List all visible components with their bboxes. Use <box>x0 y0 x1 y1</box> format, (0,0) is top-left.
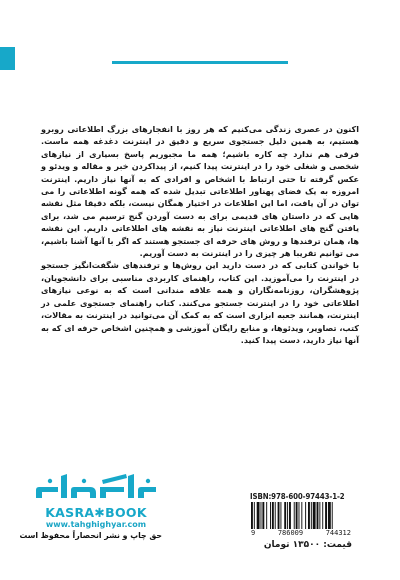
barcode-digit-group: 744312 <box>325 529 351 537</box>
publisher-name: KASRA <box>45 505 95 520</box>
isbn-label: ISBN:978-600-97443-1-2 <box>250 492 345 501</box>
publisher-brand-name <box>30 505 162 520</box>
brand-star-icon: ✱ <box>94 505 106 520</box>
barcode-digit-group: 786009 <box>277 529 304 537</box>
cover-accent-bar <box>112 61 288 64</box>
cover-accent-square <box>0 47 15 70</box>
price-label: قیمت: ۱۳۵۰۰ تومان <box>263 540 352 550</box>
publisher-name-suffix: BOOK <box>105 505 147 520</box>
blurb-paragraph-1: اکنون در عصری زندگی می‌کنیم که هر روز با انفجارهای بزرگ اطلاعاتی روبرو هستیم، به همین دلیل جستجوی سریع و دقیق در اینترنت دغدغه همه ماست. فرقی هم ندارد چه کاره باشیم؛ همه ما مجبوریم پاسخ بسیاری از نیازهای شخصی و شغلی خود را در اینترنت پیدا کنیم، از پیداکردن خبر و مقاله و ویدئو و عکس گرفته تا حتی ارتباط با اشخاص و افرادی که به آنها نیاز داریم. اینترنت امروزه به یک فضای پهناور اطلاعاتی تبدیل شده که همه گونه اطلاعاتی را می توان در آن یافت، اما این اطلاعات در اختیار همگان نیست، بلکه دقیقا مثل نقشه هایی که در داستان های قدیمی برای به دست آوردن گنج ترسیم می شد، برای یافتن گنج های اطلاعاتی اینترنت نیاز به نقشه های اطلاعاتی داریم. این نقشه ها، همان ترفندها و روش های حرفه ای جستجو هستند که اگر با آنها آشنا باشیم، می توانیم تقریبا هر چیزی را در اینترنت به دست آوریم. <box>41 124 359 259</box>
copyright-notice: حق چاپ و نشر انحصاراً محفوظ است <box>19 531 162 540</box>
barcode-digit-group: 9 <box>251 529 256 537</box>
barcode-digits <box>250 529 352 537</box>
blurb-paragraph-2: با خواندن کتابی که در دست دارید این روش‌ها و ترفندهای شگفت‌انگیز جستجو در اینترنت را می‌آموزید. این کتاب، راهنمای کاربردی مناسبی برای دانشجویان، پژوهشگران، روزنامه‌نگاران و همه علاقه مندانی است که به نوعی نیازهای اطلاعاتی خود را در اینترنت جستجو می‌کنند. کتاب راهنمای جستجوی علمی در اینترنت، همانند جعبه ابزاری است که به کمک آن می‌توانید در اینترنت به مقالات، کتب، تصاویر، ویدئوها، و منابع رایگان آموزشی و همچنین اشخاص حرفه ای که به آنها نیاز دارید، دست پیدا کنید. <box>41 260 359 345</box>
publisher-logo <box>19 470 162 540</box>
isbn-block <box>250 492 352 550</box>
kasra-logo-mark-icon <box>30 470 162 504</box>
publisher-website: www.tahghighyar.com <box>45 520 147 529</box>
back-cover-blurb <box>41 123 359 346</box>
barcode-icon <box>250 502 352 529</box>
